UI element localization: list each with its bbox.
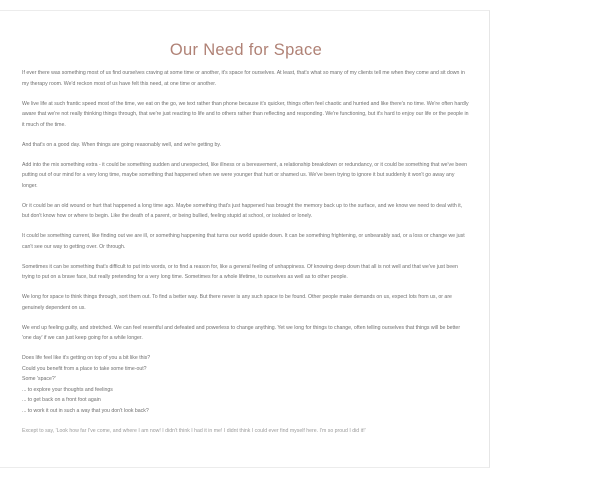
closing-quote: Except to say, 'Look how far I've come, and where I am now! I didn't think I had it in me! I didnt think I could ever find myself here. I'm so proud I did it!' — [22, 428, 366, 434]
page-title: Our Need for Space — [169, 41, 323, 59]
paragraph: Sometimes it can be something that's difficult to put into words, or to find a reason for, like a general feeling of unhappiness. Of knowing deep down that all is not well and that we've just been trying to put on a brave face, but really pretending for a very long time. Sometimes for a whole lifetime, to ourselves as well as to other people. — [22, 263, 458, 280]
question-line: Could you benefit from a place to take some time-out? — [22, 365, 147, 372]
paragraph: If ever there was something most of us find ourselves craving at some time or another, it's space for ourselves. At least, that's what so many of my clients tell me when they come and sit down in my therapy room. We'd reckon most of us have felt this need, at one time or another. — [22, 70, 465, 87]
paragraph: We live life at such frantic speed most of the time, we eat on the go, we text rather than phone because it's quicker, things often feel chaotic and hurried and like there's no time. We're often hardly aware that we're not really thinking things through, that we're just reacting to life and to others rather than reflecting and responding. We're functioning, but it's hard to enjoy our life or the people in it much of the time. — [22, 100, 469, 128]
question-list — [22, 353, 470, 416]
paragraph: And that's on a good day. When things are going reasonably well, and we're getting by. — [22, 141, 222, 148]
paragraph: We long for space to think things through, sort them out. To find a better way. But there never is any such space to be found. Other people make demands on us, expect lots from us, or are genuinely dependent on us. — [22, 294, 452, 311]
paragraph: We end up feeling guilty, and stretched. We can feel resentful and defeated and powerless to change anything. Yet we long for things to change, often telling ourselves that things will be better 'one day' if we can just keep going for a while longer. — [22, 324, 461, 341]
question-line: ... to explore your thoughts and feelings — [22, 386, 113, 393]
paragraph: Add into the mix something extra - it could be something sudden and unexpected, like illness or a bereavement, a relationship breakdown or redundancy, or it could be something that we've been putting out of our mind for a very long time, maybe something that happened when we were younger that hurt or shamed us. We've been trying to ignore it but suddenly it won't go away any longer. — [22, 161, 467, 189]
question-line: Does life feel like it's getting on top of you a bit like this? — [22, 355, 151, 361]
question-line: Some 'space?' — [22, 376, 56, 382]
content-frame — [0, 10, 490, 468]
paragraph: Or it could be an old wound or hurt that happened a long time ago. Maybe something that's just happened has brought the memory back up to the surface, and we know we need to deal with it, but don't know how or where to begin. Like the death of a parent, or being bullied, feeling stupid at school, or isolated or lonely. — [22, 202, 463, 219]
article — [22, 11, 470, 437]
paragraph: It could be something current, like finding out we are ill, or something happening that turns our world upside down. It can be something frightening, or unbearably sad, or a loss or change we just can't see our way to getting over. Or through. — [22, 233, 465, 250]
question-line: ... to work it out in such a way that you don't look back? — [22, 407, 149, 414]
question-line: ... to get back on a front foot again — [22, 397, 101, 403]
